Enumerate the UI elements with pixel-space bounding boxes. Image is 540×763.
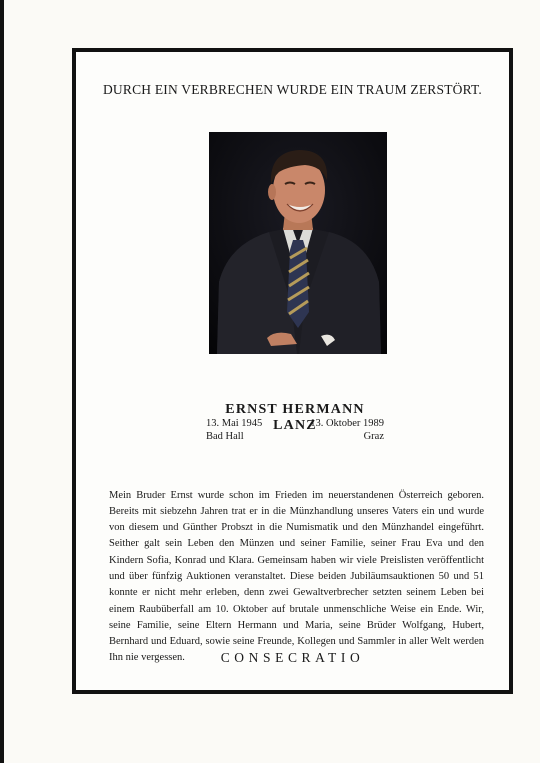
portrait-photo xyxy=(209,132,387,354)
death-place: Graz xyxy=(363,430,384,442)
life-dates xyxy=(206,418,384,443)
person-name: ERNST HERMANN LANZ xyxy=(225,402,365,433)
birth-place: Bad Hall xyxy=(206,430,244,442)
birth-date: 13. Mai 1945 xyxy=(206,418,263,429)
page-left-edge xyxy=(0,0,4,763)
memorial-frame xyxy=(72,48,513,694)
headline: DURCH EIN VERBRECHEN WURDE EIN TRAUM ZERSTÖRT. xyxy=(102,82,483,97)
death-date: 13. Oktober 1989 xyxy=(310,418,384,429)
biography-text: Mein Bruder Ernst wurde schon im Frieden im neuerstandenen Österreich geboren. Bereits mit siebzehn Jahren trat er in die Münzhandlung unseres Vaters ein und wurde von diesem und Günther Probszt in die Numismatik und den Münzhandel eingeführt. Seither galt sein Leben den Münzen und seiner Familie, seiner Frau Eva und den Kindern Sofia, Konrad und Klara. Gemeinsam haben wir viele Preislisten veröffentlicht und über fünfzig Auktionen veranstaltet. Diese beiden Jubiläumsauktionen 50 und 51 konnte er nicht mehr erleben, denn zwei Gewaltverbrecher setzten seinem Leben bei einem Raubüberfall am 10. Oktober auf brutale unmenschliche Weise ein Ende. Wir, seine Familie, seine Eltern Hermann und Maria, seine Brüder Wolfgang, Hubert, Bernhard und Eduard, sowie seine Freunde, Kollegen und Sammler in aller Welt werden Ihn nie vergessen. xyxy=(109,489,484,664)
portrait-illustration xyxy=(209,132,387,354)
footer-word: CONSECRATIO xyxy=(220,650,365,665)
